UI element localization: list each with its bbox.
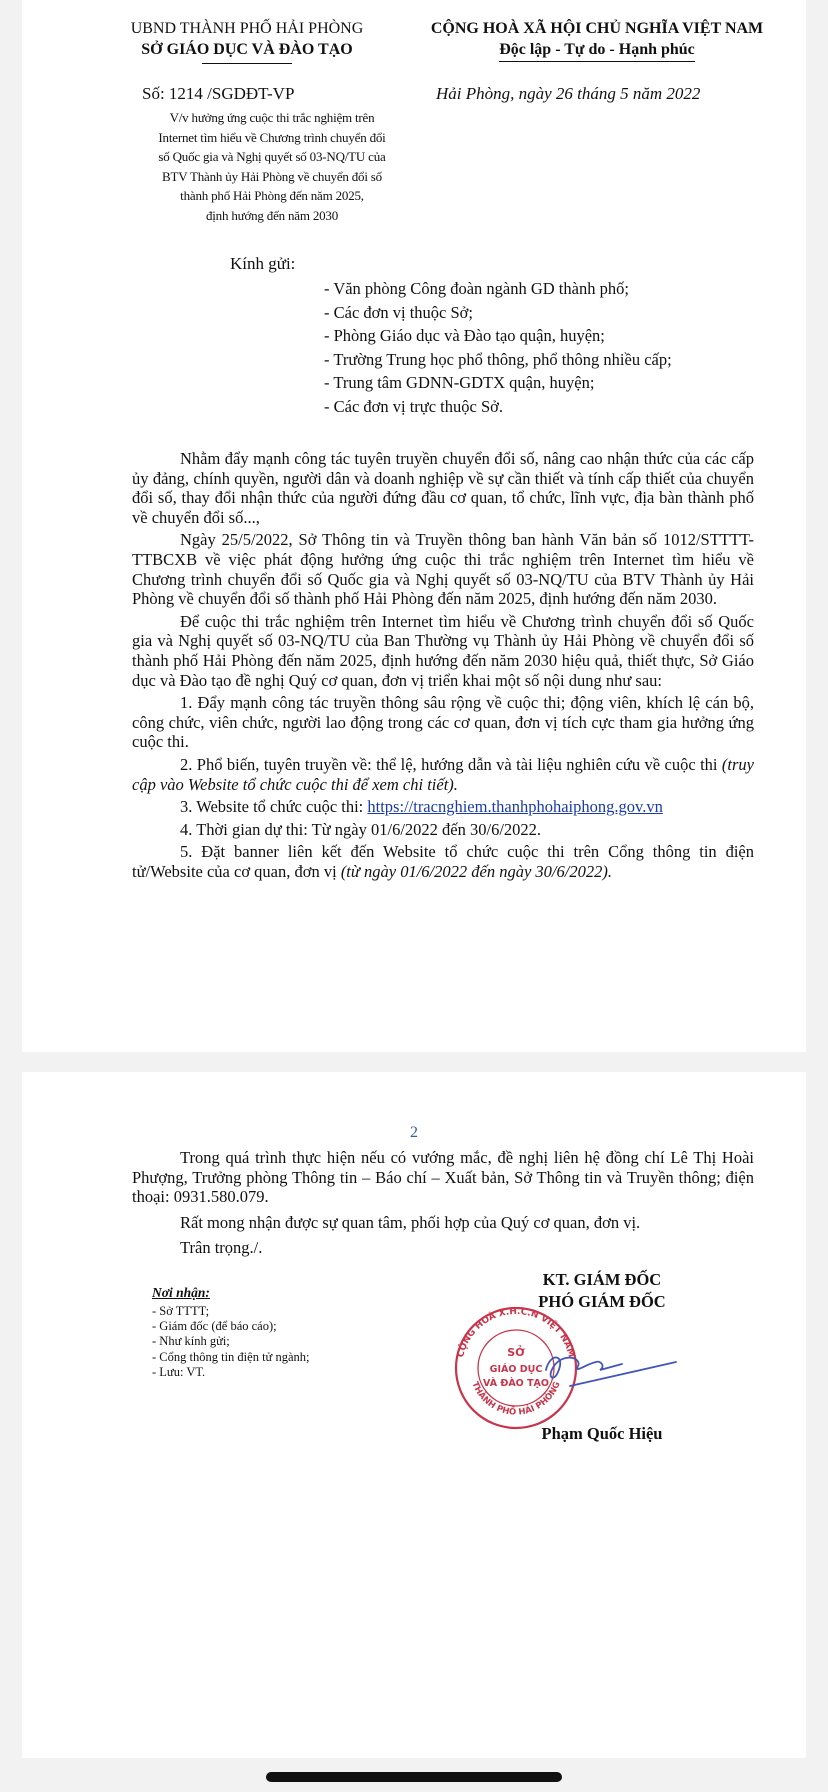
- distribution-item: - Lưu: VT.: [152, 1364, 206, 1379]
- seal-center-1: SỞ: [507, 1346, 525, 1359]
- page-number: 2: [410, 1124, 418, 1141]
- distribution-item: - Giám đốc (để báo cáo);: [152, 1319, 277, 1334]
- distribution-item: - Sở TTTT;: [152, 1304, 210, 1318]
- subject-summary: [122, 108, 422, 225]
- seal-center-3: VÀ ĐÀO TẠO: [483, 1378, 549, 1389]
- seal-center-2: GIÁO DỤC: [489, 1364, 543, 1375]
- distribution-list: [152, 1304, 309, 1380]
- national-header: [402, 18, 792, 62]
- distribution-title: Nơi nhận:: [152, 1285, 210, 1300]
- action-item-3-text: 3. Website tổ chức cuộc thi:: [180, 797, 368, 817]
- action-item-4: 4. Thời gian dự thi: Từ ngày 01/6/2022 đến 30/6/2022.: [180, 819, 542, 839]
- action-item-5-note: (từ ngày 01/6/2022 đến ngày 30/6/2022).: [340, 861, 612, 881]
- action-item-2: [132, 755, 754, 794]
- subject-line: thành phố Hải Phòng đến năm 2025,: [180, 188, 364, 203]
- action-item-5-text: 5. Đặt banner liên kết đến Website tổ chức cuộc thi trên Cổng thông tin điện tử/Website của cơ quan, đơn vị: [132, 842, 754, 881]
- action-item-5: [132, 842, 754, 881]
- closing-regards: Trân trọng./.: [180, 1238, 263, 1258]
- action-item-1: 1. Đẩy mạnh công tác truyền thông sâu rộng về cuộc thi; động viên, khích lệ cán bộ, công chức, viên chức, người lao động trong các cơ quan, đơn vị tích cực tham gia hưởng ứng cuộc thi.: [132, 693, 754, 752]
- seal-bottom-arc-text: THÀNH PHỐ HẢI PHÒNG: [469, 1380, 563, 1418]
- body-paragraph: Nhằm đẩy mạnh công tác tuyên truyền chuyển đổi số, nâng cao nhận thức của các cấp ủy đảng, chính quyền, người dân và doanh nghiệp về sự cần thiết và tính cấp thiết của chuyển đổi số, thay đổi nhận thức của người đứng đầu cơ quan, tổ chức, lĩnh vực, địa bàn thành phố về chuyển đổi số...,: [132, 449, 754, 527]
- subject-line: V/v hưởng ứng cuộc thi trắc nghiệm trên: [169, 110, 375, 125]
- body-paragraph: Ngày 25/5/2022, Sở Thông tin và Truyền thông ban hành Văn bản số 1012/STTTT-TTBCXB về việc phát động hưởng ứng cuộc thi trắc nghiệm trên Internet tìm hiểu về Chương trình chuyển đổi số Quốc gia và Nghị quyết số 03-NQ/TU của BTV Thành ủy Hải Phòng về chuyển đổi số thành phố Hải Phòng đến năm 2025, định hướng đến năm 2030.: [132, 530, 754, 609]
- signer-name: Phạm Quốc Hiệu: [541, 1424, 663, 1443]
- recipient-item: - Văn phòng Công đoàn ngành GD thành phố;: [324, 279, 629, 298]
- salutation: Kính gửi:: [230, 254, 296, 273]
- action-item-2-text: 2. Phổ biến, tuyên truyền về: thể lệ, hướng dẫn và tài liệu nghiên cứu về cuộc thi: [180, 754, 722, 774]
- national-motto: Độc lập - Tự do - Hạnh phúc: [499, 39, 695, 62]
- official-seal-stamp: [450, 1300, 710, 1430]
- handwritten-signature: [546, 1357, 676, 1386]
- issuer-name: SỞ GIÁO DỤC VÀ ĐÀO TẠO: [141, 41, 353, 58]
- contest-website-link[interactable]: https://tracnghiem.thanhphohaiphong.gov.vn: [367, 797, 663, 817]
- signature-title-1: KT. GIÁM ĐỐC: [542, 1270, 662, 1289]
- recipient-item: - Các đơn vị thuộc Sở;: [324, 302, 473, 322]
- recipient-list: [324, 277, 672, 419]
- closing-paragraph: Rất mong nhận được sự quan tâm, phối hợp của Quý cơ quan, đơn vị.: [180, 1212, 641, 1232]
- date-line: Hải Phòng, ngày 26 tháng 5 năm 2022: [436, 84, 701, 103]
- subject-line: Internet tìm hiểu về Chương trình chuyển đổi: [158, 129, 386, 145]
- letter-body: [132, 449, 754, 881]
- home-indicator-bar[interactable]: [266, 1772, 562, 1782]
- subject-line: BTV Thành ủy Hải Phòng về chuyển đổi số: [162, 168, 382, 184]
- issuer-parent: UBND THÀNH PHỐ HẢI PHÒNG: [130, 20, 364, 37]
- action-item-2-note: (truy cập vào Website tổ chức cuộc thi để xem chi tiết).: [132, 754, 754, 794]
- document-number: Số: 1214 /SGDĐT-VP: [142, 84, 295, 103]
- recipient-item: - Các đơn vị trực thuộc Sở.: [324, 396, 503, 416]
- document-page-2: [22, 1072, 806, 1758]
- signature-title-2: PHÓ GIÁM ĐỐC: [538, 1292, 666, 1311]
- subject-line: định hướng đến năm 2030: [205, 207, 339, 223]
- body-paragraph: Để cuộc thi trắc nghiệm trên Internet tìm hiểu về Chương trình chuyển đổi số Quốc gia và Nghị quyết số 03-NQ/TU của Ban Thường vụ Thành ủy Hải Phòng về chuyển đổi số thành phố Hải Phòng đến năm 2025, định hướng đến năm 2030 hiệu quả, thiết thực, Sở Giáo dục và Đào tạo đề nghị Quý cơ quan, đơn vị triển khai một số nội dung như sau:: [132, 611, 754, 690]
- issuer-header: [122, 18, 372, 64]
- recipient-item: - Trường Trung học phổ thông, phổ thông nhiều cấp;: [324, 349, 672, 369]
- distribution-item: - Cổng thông tin điện tử ngành;: [152, 1349, 310, 1364]
- action-item-3: [132, 797, 754, 817]
- contact-paragraph: Trong quá trình thực hiện nếu có vướng mắc, đề nghị liên hệ đồng chí Lê Thị Hoài Phượng, Trưởng phòng Thông tin – Báo chí – Xuất bản, Sở Thông tin và Truyền thông; điện thoại: 0931.580.079.: [132, 1148, 754, 1207]
- subject-line: số Quốc gia và Nghị quyết số 03-NQ/TU của: [158, 149, 386, 164]
- issuer-rule: [202, 63, 292, 64]
- closing-body: [132, 1148, 754, 1258]
- recipient-item: - Trung tâm GDNN-GDTX quận, huyện;: [324, 373, 595, 393]
- document-page-1: [22, 0, 806, 1052]
- seal-top-arc-text: CỘNG HOÀ X.H.C.N VIỆT NAM: [456, 1306, 576, 1359]
- national-title: CỘNG HOÀ XÃ HỘI CHỦ NGHĨA VIỆT NAM: [430, 20, 764, 37]
- recipient-item: - Phòng Giáo dục và Đào tạo quận, huyện;: [324, 326, 605, 346]
- distribution-item: - Như kính gửi;: [152, 1334, 230, 1349]
